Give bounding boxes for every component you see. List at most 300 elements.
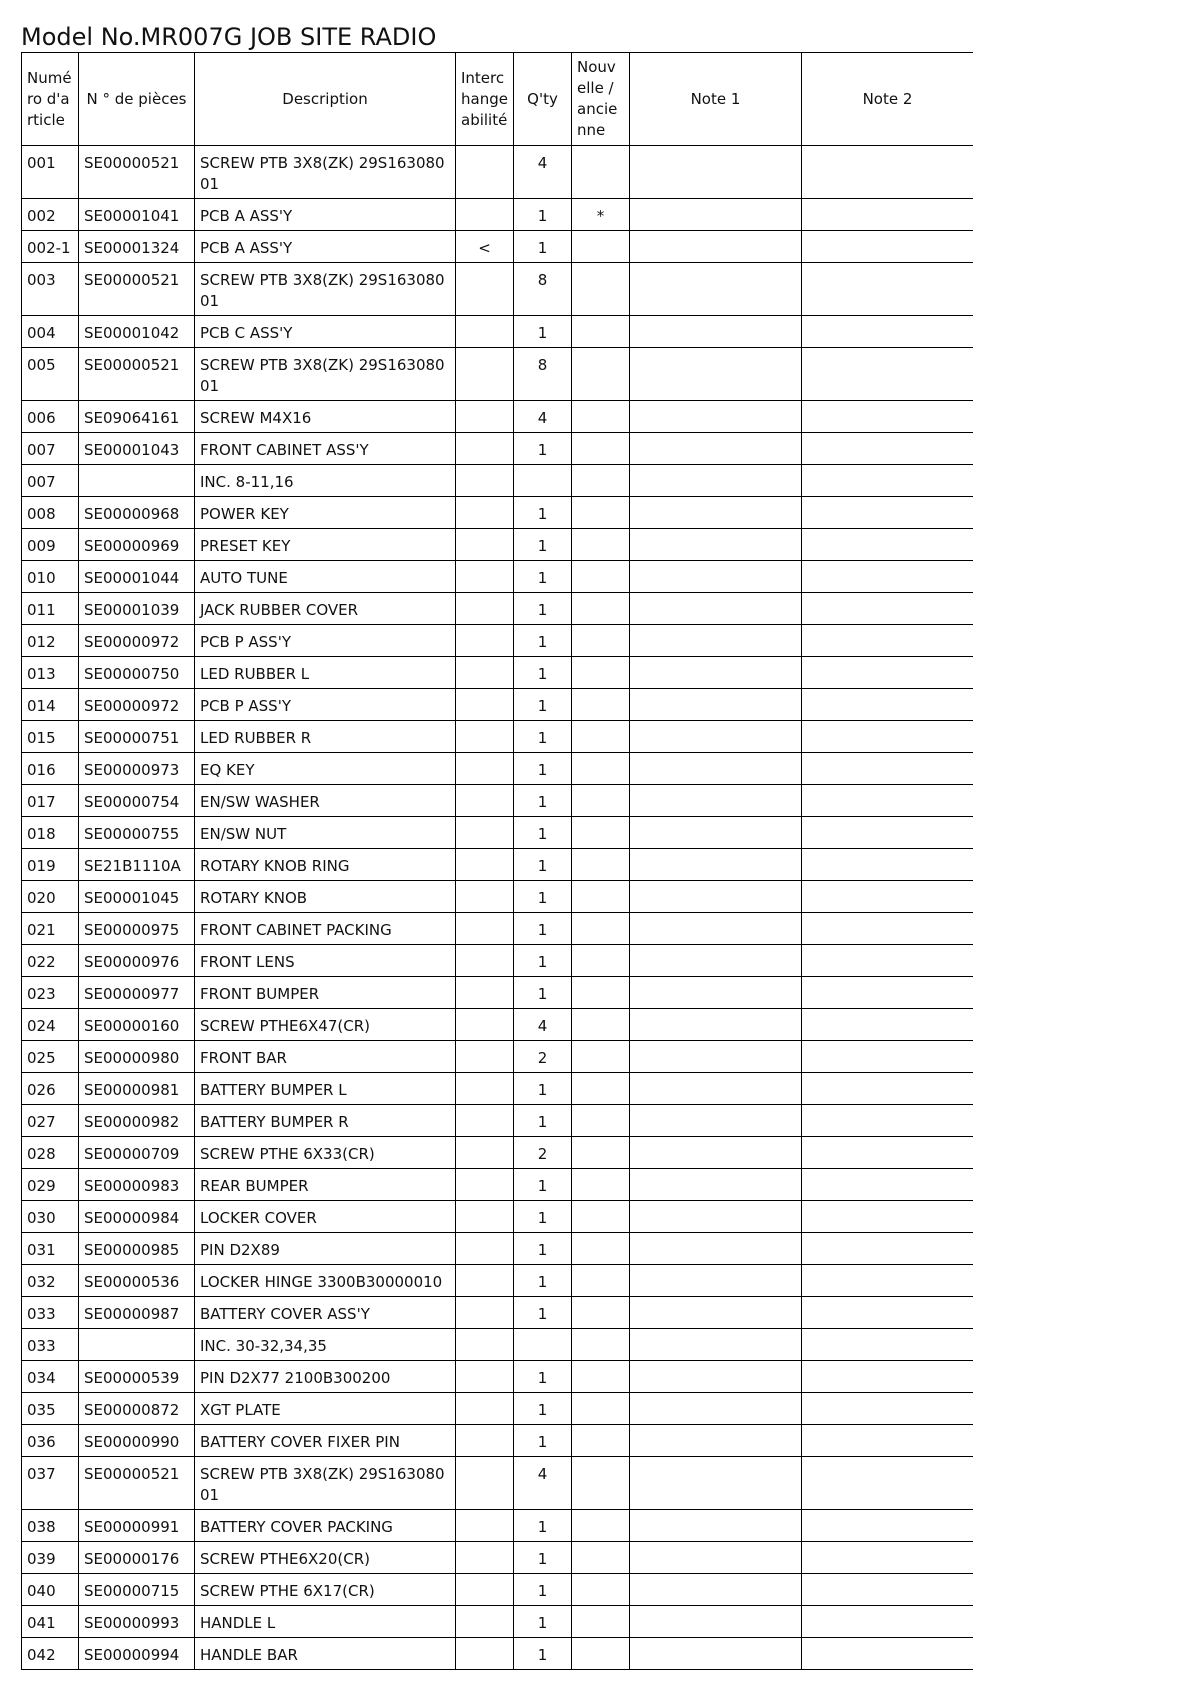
note-2-cell	[802, 348, 974, 401]
note-1-cell	[630, 817, 802, 849]
part-number-cell: SE00001041	[79, 199, 195, 231]
new-old-cell	[572, 1201, 630, 1233]
note-2-cell	[802, 1542, 974, 1574]
description-cell: REAR BUMPER	[195, 1169, 456, 1201]
description-cell: EN/SW NUT	[195, 817, 456, 849]
note-1-cell	[630, 657, 802, 689]
table-row	[22, 433, 974, 465]
note-2-cell	[802, 945, 974, 977]
part-number-cell: SE21B1110A	[79, 849, 195, 881]
note-1-cell	[630, 1137, 802, 1169]
note-2-cell	[802, 1425, 974, 1457]
table-row	[22, 1009, 974, 1041]
page-title: Model No.MR007G JOB SITE RADIO	[21, 23, 437, 51]
quantity-cell: 8	[514, 263, 572, 316]
part-number-cell: SE00000980	[79, 1041, 195, 1073]
header-item-number: Numéro d'article	[22, 53, 79, 146]
item-number-cell: 007	[22, 465, 79, 497]
note-2-cell	[802, 625, 974, 657]
note-2-cell	[802, 1457, 974, 1510]
quantity-cell: 1	[514, 785, 572, 817]
item-number-cell: 040	[22, 1574, 79, 1606]
quantity-cell: 1	[514, 881, 572, 913]
interchangeability-cell	[456, 785, 514, 817]
description-cell: FRONT CABINET PACKING	[195, 913, 456, 945]
quantity-cell: 1	[514, 433, 572, 465]
description-cell: FRONT CABINET ASS'Y	[195, 433, 456, 465]
description-cell: FRONT LENS	[195, 945, 456, 977]
note-2-cell	[802, 1201, 974, 1233]
quantity-cell: 1	[514, 1233, 572, 1265]
note-2-cell	[802, 561, 974, 593]
table-row	[22, 593, 974, 625]
note-1-cell	[630, 913, 802, 945]
part-number-cell: SE09064161	[79, 401, 195, 433]
table-row	[22, 625, 974, 657]
new-old-cell	[572, 977, 630, 1009]
table-row	[22, 1041, 974, 1073]
part-number-cell: SE00000994	[79, 1638, 195, 1670]
table-row	[22, 146, 974, 199]
header-quantity: Q'ty	[514, 53, 572, 146]
description-cell: PRESET KEY	[195, 529, 456, 561]
quantity-cell: 1	[514, 497, 572, 529]
parts-table-container	[21, 52, 973, 1683]
interchangeability-cell	[456, 1201, 514, 1233]
description-cell: PIN D2X89	[195, 1233, 456, 1265]
quantity-cell: 1	[514, 657, 572, 689]
description-cell: PIN D2X77 2100B300200	[195, 1361, 456, 1393]
new-old-cell	[572, 1073, 630, 1105]
new-old-cell	[572, 1542, 630, 1574]
item-number-cell: 029	[22, 1169, 79, 1201]
note-2-cell	[802, 849, 974, 881]
part-number-cell: SE00000976	[79, 945, 195, 977]
note-2-cell	[802, 913, 974, 945]
table-row	[22, 465, 974, 497]
part-number-cell: SE00000176	[79, 1542, 195, 1574]
quantity-cell	[514, 465, 572, 497]
quantity-cell: 1	[514, 316, 572, 348]
note-1-cell	[630, 561, 802, 593]
description-cell: SCREW PTHE6X47(CR)	[195, 1009, 456, 1041]
item-number-cell: 042	[22, 1638, 79, 1670]
note-1-cell	[630, 1169, 802, 1201]
note-1-cell	[630, 1638, 802, 1670]
note-2-cell	[802, 231, 974, 263]
note-1-cell	[630, 977, 802, 1009]
quantity-cell: 1	[514, 593, 572, 625]
interchangeability-cell	[456, 657, 514, 689]
note-1-cell	[630, 1201, 802, 1233]
item-number-cell: 008	[22, 497, 79, 529]
table-row	[22, 1361, 974, 1393]
item-number-cell: 007	[22, 433, 79, 465]
new-old-cell	[572, 1233, 630, 1265]
part-number-cell: SE00000981	[79, 1073, 195, 1105]
new-old-cell	[572, 1606, 630, 1638]
note-2-cell	[802, 593, 974, 625]
note-2-cell	[802, 316, 974, 348]
part-number-cell: SE00000521	[79, 263, 195, 316]
part-number-cell: SE00000754	[79, 785, 195, 817]
new-old-cell	[572, 529, 630, 561]
item-number-cell: 004	[22, 316, 79, 348]
item-number-cell: 018	[22, 817, 79, 849]
table-row	[22, 1425, 974, 1457]
part-number-cell: SE00000977	[79, 977, 195, 1009]
interchangeability-cell	[456, 753, 514, 785]
quantity-cell: 1	[514, 817, 572, 849]
interchangeability-cell	[456, 1574, 514, 1606]
table-row	[22, 1265, 974, 1297]
description-cell: SCREW PTB 3X8(ZK) 29S16308001	[195, 146, 456, 199]
table-row	[22, 1638, 974, 1670]
new-old-cell	[572, 625, 630, 657]
part-number-cell: SE00000973	[79, 753, 195, 785]
item-number-cell: 002-1	[22, 231, 79, 263]
interchangeability-cell	[456, 849, 514, 881]
note-1-cell	[630, 1542, 802, 1574]
part-number-cell: SE00000521	[79, 1457, 195, 1510]
interchangeability-cell	[456, 625, 514, 657]
note-2-cell	[802, 1393, 974, 1425]
table-row	[22, 1393, 974, 1425]
description-cell: LED RUBBER R	[195, 721, 456, 753]
table-row	[22, 561, 974, 593]
description-cell: FRONT BUMPER	[195, 977, 456, 1009]
description-cell: PCB A ASS'Y	[195, 199, 456, 231]
part-number-cell: SE00001324	[79, 231, 195, 263]
item-number-cell: 010	[22, 561, 79, 593]
note-1-cell	[630, 593, 802, 625]
header-part-number: N ° de pièces	[79, 53, 195, 146]
quantity-cell: 1	[514, 1574, 572, 1606]
note-1-cell	[630, 1329, 802, 1361]
item-number-cell: 039	[22, 1542, 79, 1574]
quantity-cell: 1	[514, 977, 572, 1009]
note-2-cell	[802, 433, 974, 465]
new-old-cell	[572, 945, 630, 977]
note-2-cell	[802, 1638, 974, 1670]
item-number-cell: 014	[22, 689, 79, 721]
new-old-cell	[572, 263, 630, 316]
note-1-cell	[630, 1425, 802, 1457]
new-old-cell: *	[572, 199, 630, 231]
description-cell: SCREW PTHE 6X17(CR)	[195, 1574, 456, 1606]
interchangeability-cell	[456, 945, 514, 977]
part-number-cell: SE00000715	[79, 1574, 195, 1606]
part-number-cell: SE00000975	[79, 913, 195, 945]
quantity-cell: 1	[514, 1105, 572, 1137]
note-1-cell	[630, 1574, 802, 1606]
interchangeability-cell	[456, 977, 514, 1009]
note-1-cell	[630, 465, 802, 497]
table-row	[22, 977, 974, 1009]
interchangeability-cell	[456, 1510, 514, 1542]
part-number-cell: SE00000521	[79, 348, 195, 401]
interchangeability-cell	[456, 348, 514, 401]
description-cell: SCREW PTB 3X8(ZK) 29S16308001	[195, 348, 456, 401]
note-2-cell	[802, 817, 974, 849]
new-old-cell	[572, 657, 630, 689]
new-old-cell	[572, 1265, 630, 1297]
note-2-cell	[802, 263, 974, 316]
quantity-cell: 4	[514, 1009, 572, 1041]
part-number-cell: SE00001039	[79, 593, 195, 625]
note-2-cell	[802, 1297, 974, 1329]
part-number-cell: SE00000968	[79, 497, 195, 529]
item-number-cell: 027	[22, 1105, 79, 1137]
table-row	[22, 849, 974, 881]
interchangeability-cell	[456, 561, 514, 593]
new-old-cell	[572, 817, 630, 849]
new-old-cell	[572, 316, 630, 348]
new-old-cell	[572, 348, 630, 401]
item-number-cell: 024	[22, 1009, 79, 1041]
quantity-cell: 2	[514, 1041, 572, 1073]
new-old-cell	[572, 1638, 630, 1670]
note-2-cell	[802, 1105, 974, 1137]
interchangeability-cell	[456, 881, 514, 913]
interchangeability-cell	[456, 1297, 514, 1329]
note-1-cell	[630, 625, 802, 657]
new-old-cell	[572, 1574, 630, 1606]
part-number-cell: SE00000709	[79, 1137, 195, 1169]
interchangeability-cell	[456, 1105, 514, 1137]
quantity-cell: 1	[514, 1169, 572, 1201]
description-cell: SCREW M4X16	[195, 401, 456, 433]
interchangeability-cell	[456, 1542, 514, 1574]
note-2-cell	[802, 465, 974, 497]
part-number-cell: SE00001042	[79, 316, 195, 348]
note-2-cell	[802, 881, 974, 913]
new-old-cell	[572, 1329, 630, 1361]
note-2-cell	[802, 199, 974, 231]
note-1-cell	[630, 1265, 802, 1297]
description-cell: AUTO TUNE	[195, 561, 456, 593]
note-1-cell	[630, 316, 802, 348]
table-row	[22, 1329, 974, 1361]
table-row	[22, 913, 974, 945]
table-row	[22, 1606, 974, 1638]
quantity-cell: 4	[514, 1457, 572, 1510]
quantity-cell: 1	[514, 1265, 572, 1297]
interchangeability-cell	[456, 263, 514, 316]
quantity-cell	[514, 1329, 572, 1361]
item-number-cell: 022	[22, 945, 79, 977]
interchangeability-cell	[456, 146, 514, 199]
quantity-cell: 1	[514, 1073, 572, 1105]
note-1-cell	[630, 721, 802, 753]
interchangeability-cell	[456, 1425, 514, 1457]
item-number-cell: 036	[22, 1425, 79, 1457]
header-description: Description	[195, 53, 456, 146]
interchangeability-cell	[456, 1137, 514, 1169]
note-2-cell	[802, 1510, 974, 1542]
parts-table	[21, 52, 973, 1670]
description-cell: BATTERY BUMPER R	[195, 1105, 456, 1137]
quantity-cell: 4	[514, 146, 572, 199]
new-old-cell	[572, 1510, 630, 1542]
note-2-cell	[802, 689, 974, 721]
interchangeability-cell	[456, 913, 514, 945]
new-old-cell	[572, 593, 630, 625]
note-2-cell	[802, 1233, 974, 1265]
description-cell: SCREW PTB 3X8(ZK) 29S16308001	[195, 1457, 456, 1510]
note-2-cell	[802, 1329, 974, 1361]
part-number-cell: SE00000993	[79, 1606, 195, 1638]
part-number-cell: SE00000985	[79, 1233, 195, 1265]
description-cell: PCB P ASS'Y	[195, 689, 456, 721]
interchangeability-cell	[456, 721, 514, 753]
part-number-cell: SE00000972	[79, 625, 195, 657]
quantity-cell: 1	[514, 231, 572, 263]
new-old-cell	[572, 1361, 630, 1393]
header-interchangeability: Interchangeabilité	[456, 53, 514, 146]
item-number-cell: 012	[22, 625, 79, 657]
new-old-cell	[572, 913, 630, 945]
table-row	[22, 881, 974, 913]
new-old-cell	[572, 1009, 630, 1041]
table-row	[22, 1073, 974, 1105]
note-1-cell	[630, 785, 802, 817]
description-cell: XGT PLATE	[195, 1393, 456, 1425]
item-number-cell: 025	[22, 1041, 79, 1073]
quantity-cell: 1	[514, 721, 572, 753]
note-1-cell	[630, 1105, 802, 1137]
quantity-cell: 1	[514, 1297, 572, 1329]
part-number-cell: SE00000872	[79, 1393, 195, 1425]
interchangeability-cell	[456, 1329, 514, 1361]
quantity-cell: 1	[514, 1201, 572, 1233]
note-1-cell	[630, 753, 802, 785]
new-old-cell	[572, 1457, 630, 1510]
item-number-cell: 023	[22, 977, 79, 1009]
note-2-cell	[802, 1073, 974, 1105]
interchangeability-cell	[456, 1457, 514, 1510]
interchangeability-cell	[456, 1041, 514, 1073]
part-number-cell: SE00000160	[79, 1009, 195, 1041]
table-row	[22, 689, 974, 721]
table-body	[22, 146, 974, 1670]
table-row	[22, 497, 974, 529]
table-row	[22, 785, 974, 817]
description-cell: BATTERY COVER ASS'Y	[195, 1297, 456, 1329]
new-old-cell	[572, 1393, 630, 1425]
new-old-cell	[572, 1041, 630, 1073]
table-row	[22, 199, 974, 231]
new-old-cell	[572, 401, 630, 433]
new-old-cell	[572, 561, 630, 593]
quantity-cell: 1	[514, 849, 572, 881]
note-1-cell	[630, 689, 802, 721]
item-number-cell: 020	[22, 881, 79, 913]
new-old-cell	[572, 1425, 630, 1457]
table-row	[22, 316, 974, 348]
note-1-cell	[630, 231, 802, 263]
table-row	[22, 529, 974, 561]
note-1-cell	[630, 401, 802, 433]
item-number-cell: 026	[22, 1073, 79, 1105]
new-old-cell	[572, 689, 630, 721]
note-2-cell	[802, 1574, 974, 1606]
description-cell: SCREW PTHE 6X33(CR)	[195, 1137, 456, 1169]
note-1-cell	[630, 348, 802, 401]
interchangeability-cell	[456, 1265, 514, 1297]
note-1-cell	[630, 146, 802, 199]
item-number-cell: 006	[22, 401, 79, 433]
item-number-cell: 033	[22, 1329, 79, 1361]
note-2-cell	[802, 1606, 974, 1638]
table-row	[22, 1169, 974, 1201]
new-old-cell	[572, 753, 630, 785]
interchangeability-cell	[456, 593, 514, 625]
note-2-cell	[802, 1265, 974, 1297]
table-row	[22, 348, 974, 401]
item-number-cell: 017	[22, 785, 79, 817]
part-number-cell: SE00000972	[79, 689, 195, 721]
part-number-cell: SE00000751	[79, 721, 195, 753]
interchangeability-cell	[456, 433, 514, 465]
note-1-cell	[630, 1361, 802, 1393]
item-number-cell: 037	[22, 1457, 79, 1510]
table-row	[22, 817, 974, 849]
interchangeability-cell: <	[456, 231, 514, 263]
interchangeability-cell	[456, 199, 514, 231]
note-2-cell	[802, 721, 974, 753]
quantity-cell: 1	[514, 199, 572, 231]
description-cell: JACK RUBBER COVER	[195, 593, 456, 625]
item-number-cell: 033	[22, 1297, 79, 1329]
quantity-cell: 1	[514, 945, 572, 977]
item-number-cell: 003	[22, 263, 79, 316]
quantity-cell: 1	[514, 1361, 572, 1393]
table-row	[22, 1233, 974, 1265]
interchangeability-cell	[456, 817, 514, 849]
description-cell: LOCKER COVER	[195, 1201, 456, 1233]
description-cell: BATTERY COVER FIXER PIN	[195, 1425, 456, 1457]
table-header-row	[22, 53, 974, 146]
new-old-cell	[572, 849, 630, 881]
note-2-cell	[802, 497, 974, 529]
new-old-cell	[572, 1105, 630, 1137]
quantity-cell: 1	[514, 913, 572, 945]
part-number-cell: SE00000982	[79, 1105, 195, 1137]
item-number-cell: 011	[22, 593, 79, 625]
note-1-cell	[630, 881, 802, 913]
interchangeability-cell	[456, 1606, 514, 1638]
part-number-cell	[79, 465, 195, 497]
description-cell: INC. 30-32,34,35	[195, 1329, 456, 1361]
item-number-cell: 035	[22, 1393, 79, 1425]
table-row	[22, 753, 974, 785]
note-1-cell	[630, 1233, 802, 1265]
new-old-cell	[572, 881, 630, 913]
table-row	[22, 231, 974, 263]
table-row	[22, 1542, 974, 1574]
item-number-cell: 005	[22, 348, 79, 401]
quantity-cell: 1	[514, 1393, 572, 1425]
description-cell: HANDLE L	[195, 1606, 456, 1638]
item-number-cell: 038	[22, 1510, 79, 1542]
quantity-cell: 1	[514, 753, 572, 785]
description-cell: LOCKER HINGE 3300B30000010	[195, 1265, 456, 1297]
part-number-cell: SE00000536	[79, 1265, 195, 1297]
part-number-cell: SE00000969	[79, 529, 195, 561]
item-number-cell: 013	[22, 657, 79, 689]
table-row	[22, 1510, 974, 1542]
